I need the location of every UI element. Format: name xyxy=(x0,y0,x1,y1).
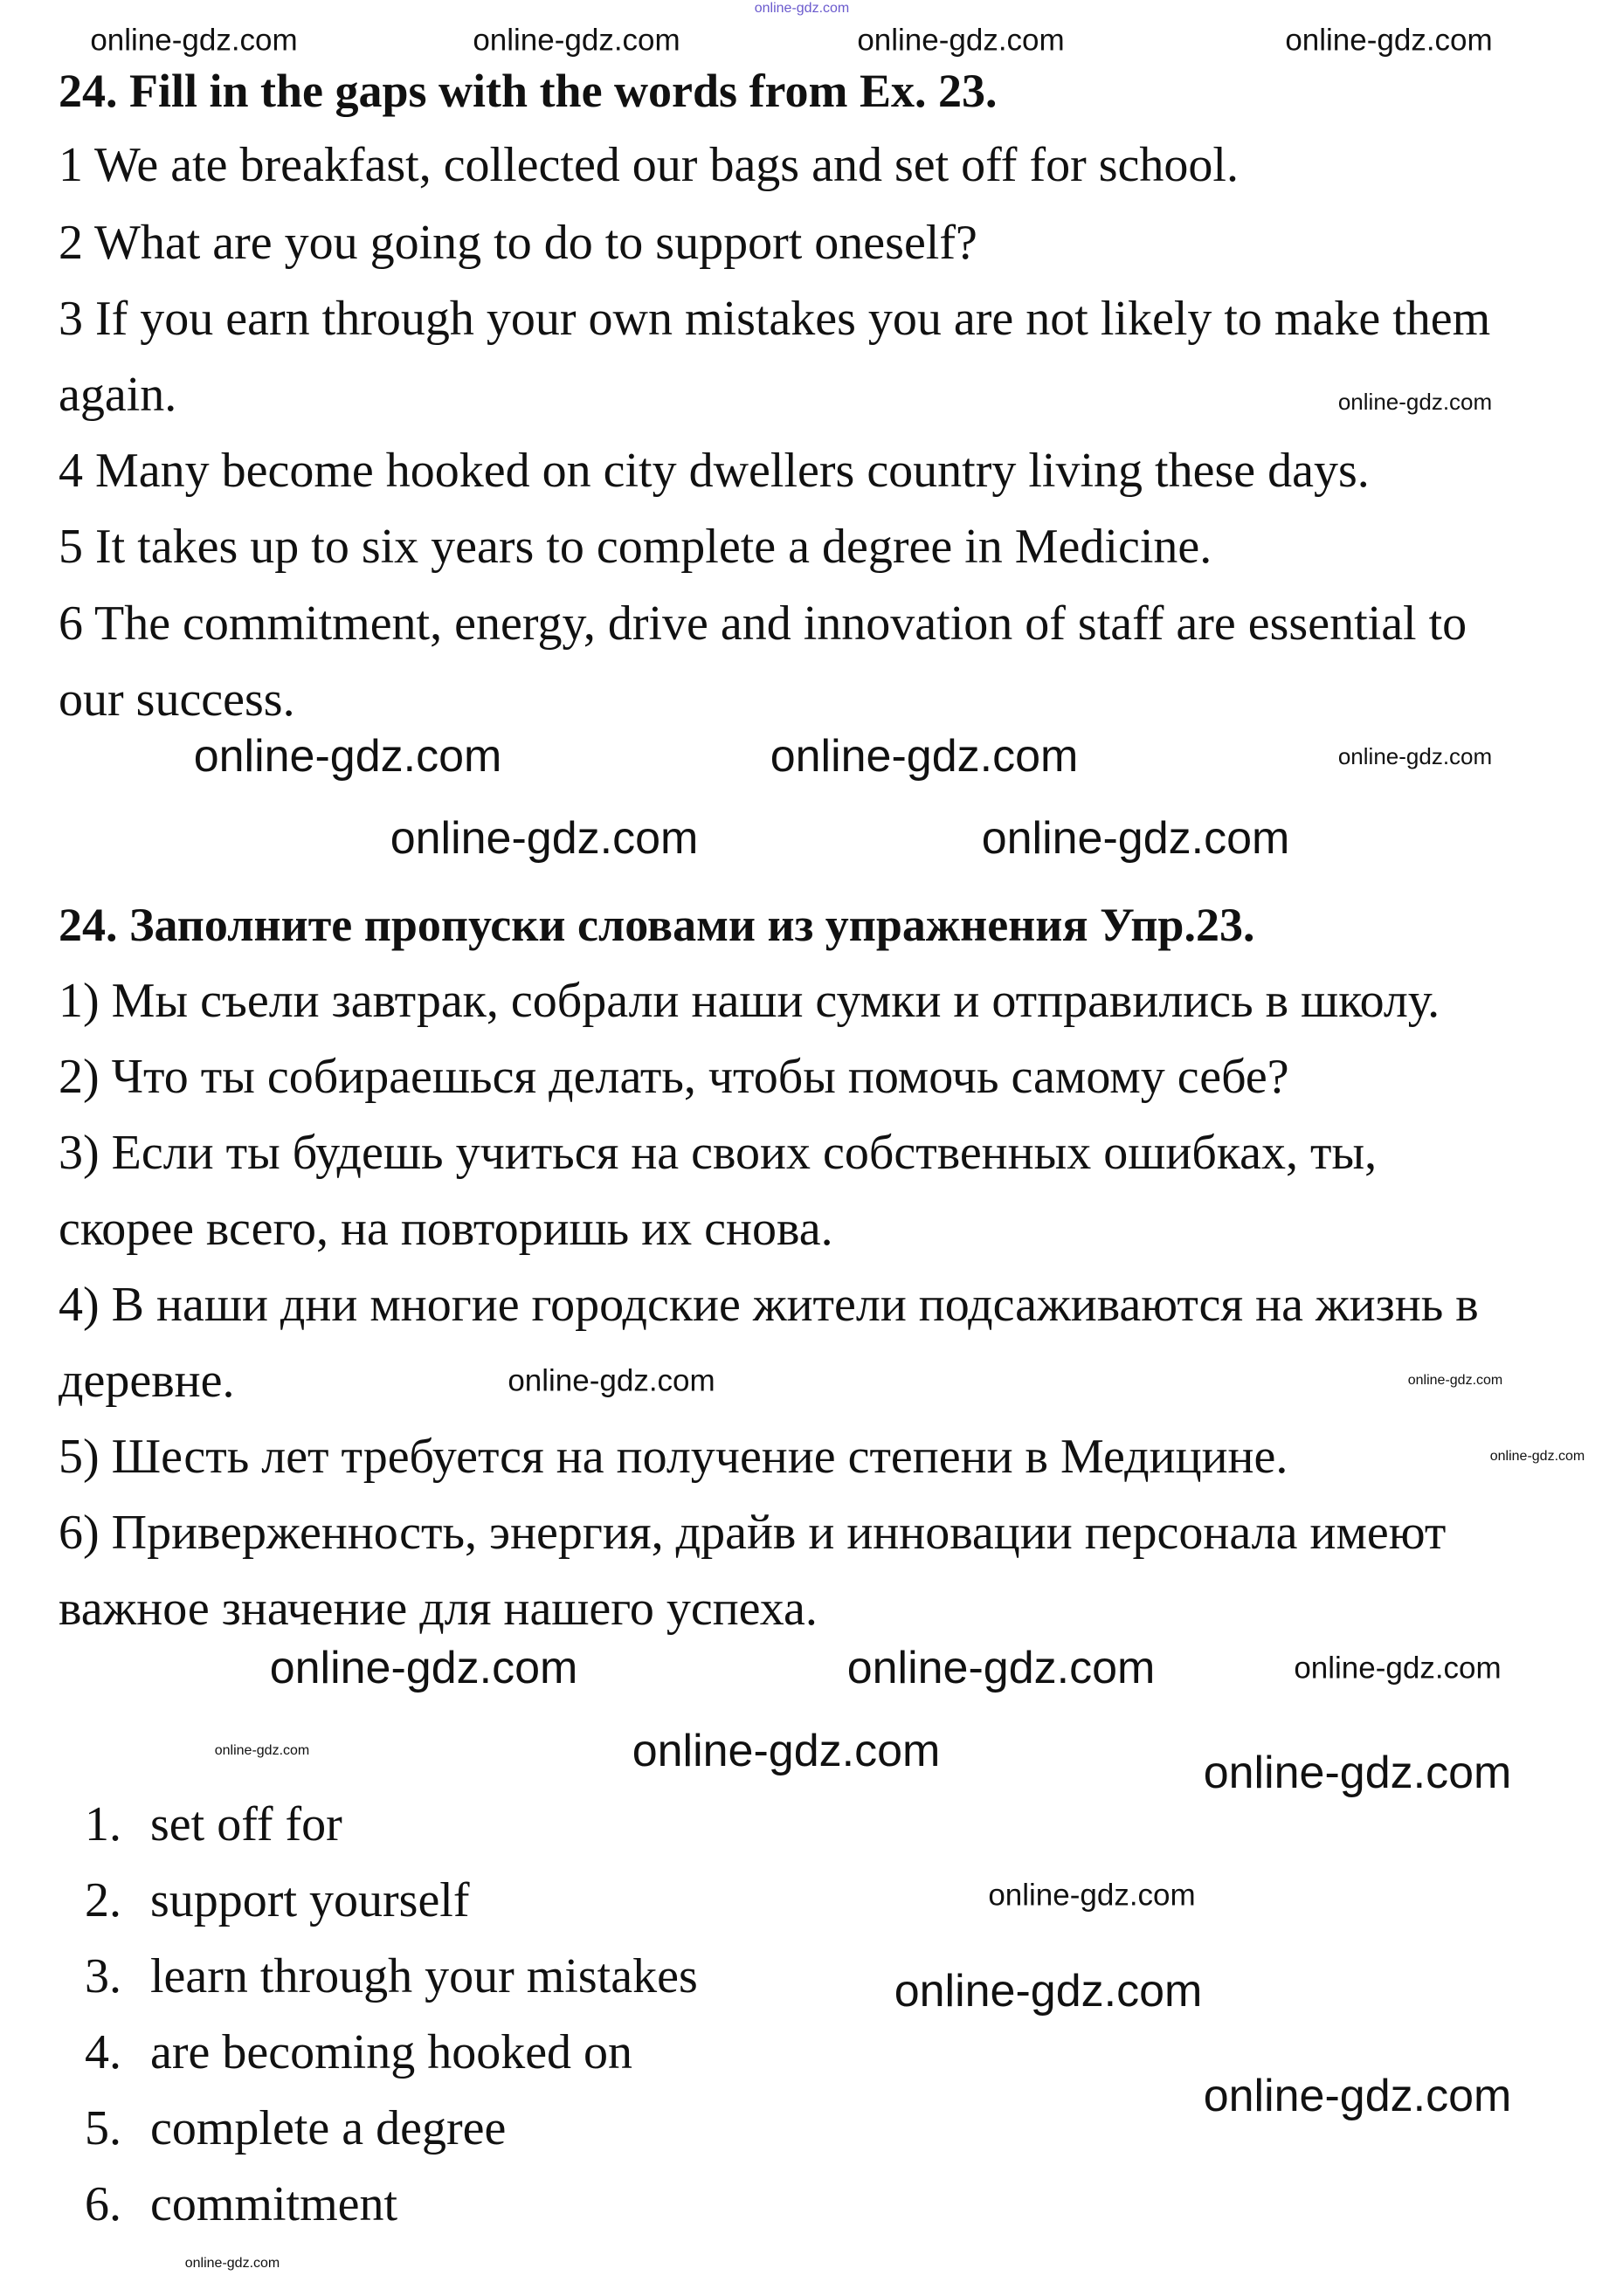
sentence-line: 3) Если ты будешь учиться на своих собственных ошибках, ты, xyxy=(59,1126,1378,1180)
exercise-title-ru: 24. Заполните пропуски словами из упражнения Упр.23. xyxy=(59,899,1255,951)
answer-text: complete a degree xyxy=(150,2101,507,2155)
sentence-line: again. xyxy=(59,368,177,422)
watermark: online-gdz.com xyxy=(981,813,1290,864)
answer-number: 4. xyxy=(85,2025,121,2079)
watermark: online-gdz.com xyxy=(269,1643,578,1693)
answer-number: 5. xyxy=(85,2101,121,2155)
watermark: online-gdz.com xyxy=(390,813,699,864)
watermark: online-gdz.com xyxy=(632,1726,941,1776)
sentence-line: 5 It takes up to six years to complete a degree in Medicine. xyxy=(59,520,1212,574)
watermark: online-gdz.com xyxy=(184,2256,280,2271)
sentence-line: 1 We ate breakfast, collected our bags and set off for school. xyxy=(59,138,1239,192)
watermark: online-gdz.com xyxy=(1203,1748,1512,1798)
sentence-line: 2 What are you going to do to support oneself? xyxy=(59,216,977,270)
answer-number: 2. xyxy=(85,1873,121,1927)
watermark: online-gdz.com xyxy=(1489,1449,1585,1464)
sentence-line: скорее всего, на повторишь их снова. xyxy=(59,1202,833,1256)
watermark: online-gdz.com xyxy=(857,23,1065,58)
sentence-line: важное значение для нашего успеха. xyxy=(59,1582,818,1636)
sentence-line: 2) Что ты собираешься делать, чтобы помочь самому себе? xyxy=(59,1050,1289,1104)
sentence-line: 1) Мы съели завтрак, собрали наши сумки и отправились в школу. xyxy=(59,974,1440,1028)
sentence-line: деревне. xyxy=(59,1354,235,1408)
sentence-line: 3 If you earn through your own mistakes you are not likely to make them xyxy=(59,292,1491,346)
answer-text: support yourself xyxy=(150,1873,470,1927)
answer-text: set off for xyxy=(150,1797,342,1851)
watermark: online-gdz.com xyxy=(894,1966,1203,2017)
watermark: online-gdz.com xyxy=(508,1363,715,1398)
answer-number: 1. xyxy=(85,1797,121,1851)
sentence-line: 4) В наши дни многие городские жители подсаживаются на жизнь в xyxy=(59,1278,1479,1332)
watermark: online-gdz.com xyxy=(1285,23,1493,58)
answer-number: 3. xyxy=(85,1949,121,2003)
watermark: online-gdz.com xyxy=(193,731,502,782)
watermark: online-gdz.com xyxy=(846,1643,1156,1693)
watermark: online-gdz.com xyxy=(1203,2071,1512,2121)
watermark: online-gdz.com xyxy=(988,1878,1196,1913)
sentence-line: 6) Приверженность, энергия, драйв и инновации персонала имеют xyxy=(59,1506,1447,1560)
answer-text: commitment xyxy=(150,2177,398,2231)
answer-text: are becoming hooked on xyxy=(150,2025,633,2079)
watermark: online-gdz.com xyxy=(90,23,298,58)
answer-number: 6. xyxy=(85,2177,121,2231)
sentence-line: our success. xyxy=(59,672,295,727)
exercise-title-en: 24. Fill in the gaps with the words from Ex. 23. xyxy=(59,65,998,117)
watermark: online-gdz.com xyxy=(1407,1373,1503,1388)
sentence-line: 5) Шесть лет требуется на получение степени в Медицине. xyxy=(59,1430,1288,1484)
watermark: online-gdz.com xyxy=(1294,1651,1502,1686)
watermark: online-gdz.com xyxy=(214,1743,310,1758)
watermark: online-gdz.com xyxy=(473,23,680,58)
sentence-line: 4 Many become hooked on city dwellers country living these days. xyxy=(59,444,1370,498)
watermark: online-gdz.com xyxy=(1337,389,1493,415)
watermark: online-gdz.com xyxy=(770,731,1079,782)
answer-text: learn through your mistakes xyxy=(150,1949,698,2003)
watermark: online-gdz.com xyxy=(754,1,850,16)
watermark: online-gdz.com xyxy=(1337,743,1493,769)
sentence-line: 6 The commitment, energy, drive and innovation of staff are essential to xyxy=(59,596,1467,651)
